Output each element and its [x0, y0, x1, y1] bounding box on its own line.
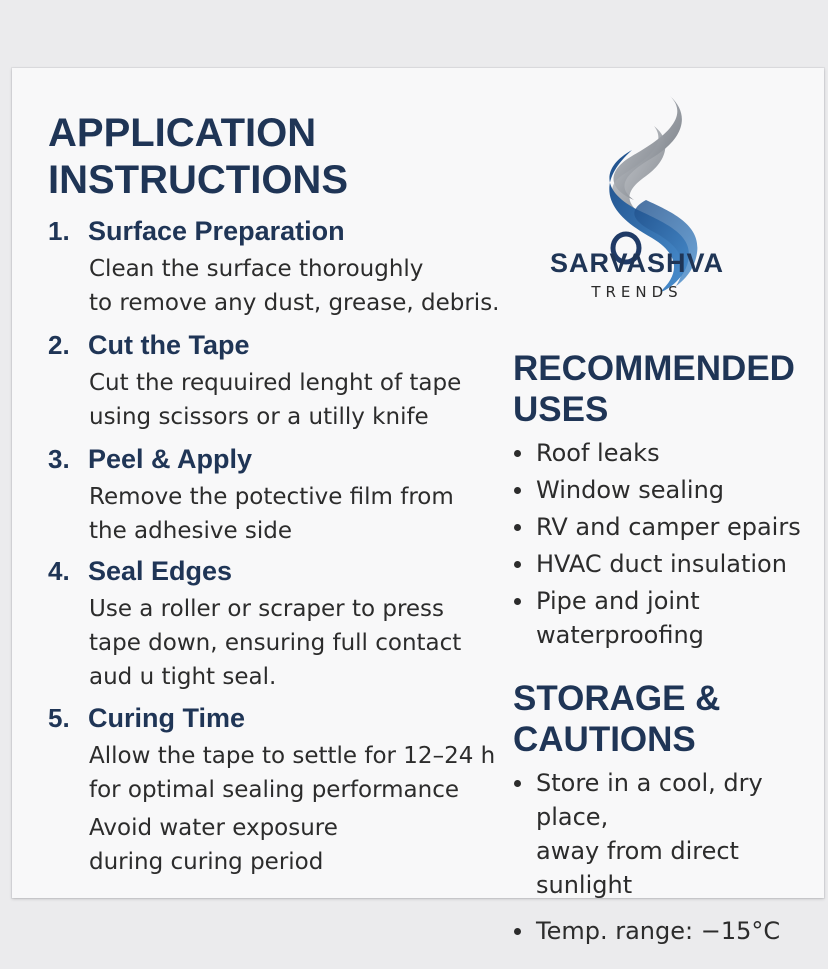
storage-cautions-list — [512, 766, 824, 960]
step-description — [89, 480, 509, 548]
instruction-card — [12, 68, 824, 945]
description-line: tape down, ensuring full contact — [89, 630, 462, 656]
list-item: Window sealing — [512, 473, 822, 507]
step-title: Seal Edges — [88, 556, 233, 586]
heading-line: STORAGE & — [513, 679, 721, 718]
heading-line: RECOMMENDED — [513, 349, 795, 388]
list-item: HVAC duct insulation — [512, 547, 822, 581]
step-surface-preparation — [48, 216, 508, 326]
list-item: Store in a cool, dry place, away from direct sunlight — [512, 766, 824, 902]
description-line: Remove the potective film from — [89, 484, 454, 510]
step-title: Curing Time — [88, 703, 246, 733]
description-line: using scissors or a utilly knife — [89, 404, 429, 430]
step-description — [89, 366, 509, 434]
description-line: to remove any dust, grease, debris. — [89, 290, 500, 316]
bullet-icon — [514, 450, 521, 457]
description-line: for optimal sealing performance — [89, 777, 460, 803]
storage-cautions-heading — [513, 678, 813, 760]
bullet-icon — [514, 928, 521, 935]
step-number: 5. — [48, 703, 70, 733]
list-item: Roof leaks — [512, 436, 822, 470]
recommended-uses-heading — [513, 348, 813, 430]
step-title: Peel & Apply — [88, 444, 253, 474]
heading-line: USES — [513, 390, 609, 429]
description-line: Clean the surface thoroughly — [89, 256, 424, 282]
step-description — [89, 252, 509, 320]
bullet-icon — [514, 780, 521, 787]
description-line: the adhesive side — [89, 518, 293, 544]
bullet-icon — [514, 598, 521, 605]
step-number: 1. — [48, 216, 70, 246]
bullet-icon — [514, 487, 521, 494]
heading-line: INSTRUCTIONS — [48, 158, 348, 202]
step-cut-the-tape — [48, 330, 508, 440]
description-line: Avoid water exposure — [89, 815, 338, 841]
step-description — [89, 739, 529, 879]
heading-line: CAUTIONS — [513, 720, 696, 759]
step-number: 2. — [48, 330, 70, 360]
recommended-uses-list — [512, 436, 822, 655]
bullet-icon — [514, 561, 521, 568]
list-item: Pipe and joint waterproofing — [512, 584, 822, 652]
step-peel-and-apply — [48, 444, 508, 554]
bullet-icon — [514, 524, 521, 531]
description-line: Cut the requuired lenght of tape — [89, 370, 462, 396]
brand-tagline: TRENDS — [591, 283, 683, 301]
application-instructions-heading — [48, 110, 468, 204]
list-item: RV and camper epairs — [512, 510, 822, 544]
heading-line: APPLICATION — [48, 111, 317, 155]
step-number: 3. — [48, 444, 70, 474]
step-number: 4. — [48, 556, 70, 586]
step-description — [89, 592, 509, 694]
description-line: Use a roller or scraper to press — [89, 596, 445, 622]
description-line: Allow the tape to settle for 12–24 h — [89, 743, 496, 769]
step-seal-edges — [48, 556, 508, 700]
step-title: Cut the Tape — [88, 330, 250, 360]
brand-name: SARVASHVA — [549, 248, 725, 278]
description-line: aud u tight seal. — [89, 664, 277, 690]
description-line: during curing period — [89, 849, 324, 875]
step-curing-time — [48, 703, 508, 883]
step-title: Surface Preparation — [88, 216, 345, 246]
list-item: Temp. range: −15°C — [512, 914, 824, 948]
